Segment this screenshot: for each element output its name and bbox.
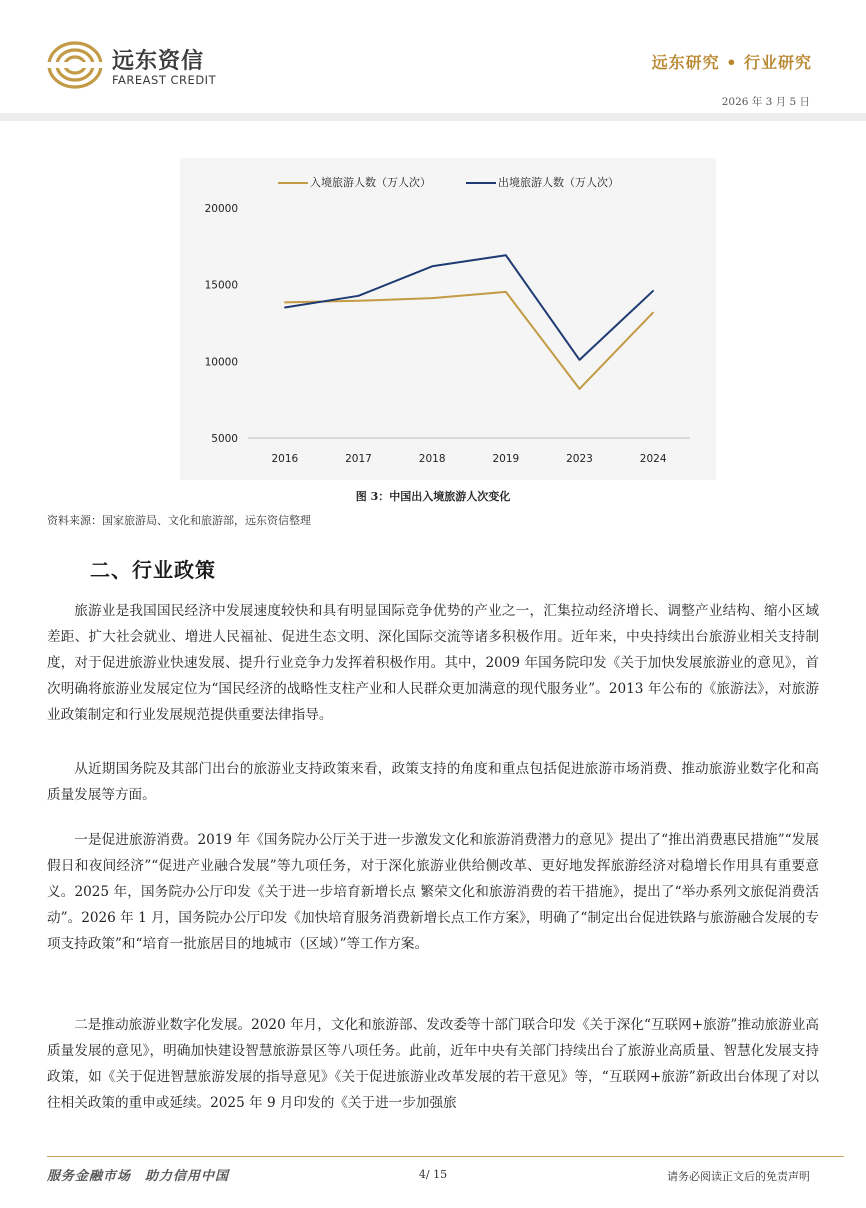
inbound-series-point — [431, 297, 433, 299]
legend-label-outbound: 出境旅游人数（万人次） — [498, 176, 619, 189]
x-tick-label: 2017 — [345, 453, 372, 465]
legend-swatch-inbound — [278, 182, 308, 184]
page-header — [0, 0, 866, 122]
footer-disclaimer: 请务必阅读正文后的免责声明 — [667, 1170, 810, 1183]
x-tick-label: 2018 — [418, 453, 446, 465]
figure-source: 资料来源：国家旅游局、文化和旅游部，远东资信整理 — [47, 514, 311, 527]
figure-caption: 图 3：中国出入境旅游人次变化 — [355, 490, 511, 503]
legend-swatch-outbound — [466, 182, 496, 184]
chart-canvas — [180, 158, 716, 480]
outbound-series-point — [431, 265, 433, 267]
report-series: 远东研究 • 行业研究 — [651, 53, 812, 72]
outbound-series-point — [579, 359, 581, 361]
report-date: 2026 年 3 月 5 日 — [721, 96, 810, 108]
x-tick-label: 2023 — [566, 453, 593, 465]
inbound-series-point — [284, 302, 286, 304]
paragraph — [47, 827, 819, 957]
paragraph-text: 从近期国务院及其部门出台的旅游业支持政策来看，政策支持的角度和重点包括促进旅游市场消费、推动旅游业数字化和高质量发展等方面。 — [47, 761, 819, 803]
outbound-series-line — [285, 255, 653, 360]
paragraph — [47, 598, 819, 728]
inbound-series-point — [579, 388, 581, 390]
inbound-series-point — [358, 300, 360, 302]
line-chart — [180, 158, 716, 480]
legend-label-inbound: 入境旅游人数（万人次） — [310, 176, 431, 189]
inbound-series-point — [505, 291, 507, 293]
outbound-series-point — [358, 295, 360, 297]
y-tick-label: 10000 — [204, 356, 238, 369]
x-tick-label: 2019 — [492, 453, 520, 465]
inbound-series-line — [285, 292, 653, 389]
inbound-series-point — [652, 312, 654, 314]
footer-divider — [47, 1156, 844, 1157]
paragraph-text: 二是推动旅游业数字化发展。2020 年月，文化和旅游部、发改委等十部门联合印发《关于深化“互联网+旅游”推动旅游业高质量发展的意见》，明确加快建设智慧旅游景区等八项任务。此前，近年中央有关部门持续出台了旅游业高质量、智慧化发展支持政策，如《关于促进智慧旅游发展的指导意见》《关于促进旅游业改革发展的若干意见》等，“互联网+旅游”新政出台体现了对以往相关政策的重申或延续。2025 年 9 月印发的《关于进一步加强旅 — [47, 1017, 819, 1111]
page-number: 4/ 15 — [418, 1168, 448, 1181]
paragraph — [47, 1012, 819, 1116]
x-tick-label: 2024 — [639, 453, 667, 465]
header-divider — [0, 113, 866, 121]
brand-name-en: FAREAST CREDIT — [112, 73, 217, 87]
paragraph — [47, 756, 819, 808]
y-tick-label: 5000 — [211, 433, 238, 445]
y-tick-label: 15000 — [204, 279, 238, 292]
outbound-series-point — [652, 290, 654, 292]
fareast-logo-icon — [47, 40, 103, 90]
footer-slogan: 服务金融市场 助力信用中国 — [47, 1169, 230, 1184]
brand-name-cn: 远东资信 — [112, 49, 205, 74]
paragraph-text: 旅游业是我国国民经济中发展速度较快和具有明显国际竞争优势的产业之一，汇集拉动经济增长、调整产业结构、缩小区域差距、扩大社会就业、增进人民福祉、促进生态文明、深化国际交流等诸多积极作用。近年来，中央持续出台旅游业相关支持制度，对于促进旅游业快速发展、提升行业竞争力发挥着积极作用。其中，2009 年国务院印发《关于加快发展旅游业的意见》，首次明确将旅游业发展定位为“国民经济的战略性支柱产业和人民群众更加满意的现代服务业”。2013 年公布的《旅游法》，对旅游业政策制定和行业发展规范提供重要法律指导。 — [47, 603, 819, 723]
outbound-series-point — [284, 307, 286, 309]
section-title: 二、行业政策 — [90, 558, 216, 582]
paragraph-text: 一是促进旅游消费。2019 年《国务院办公厅关于进一步激发文化和旅游消费潜力的意见》提出了“推出消费惠民措施”“发展假日和夜间经济”“促进产业融合发展”等九项任务，对于深化旅游业供给侧改革、更好地发挥旅游经济对稳增长作用具有重要意义。2025 年，国务院办公厅印发《关于进一步培育新增长点 繁荣文化和旅游消费的若干措施》，提出了“举办系列文旅促消费活动”。2026 年 1 月，国务院办公厅印发《加快培育服务消费新增长点工作方案》，明确了“制定出台促进铁路与旅游融合发展的专项支持政策”和“培育一批旅居目的地城市（区域）”等工作方案。 — [47, 832, 819, 952]
y-tick-label: 20000 — [204, 203, 238, 215]
x-tick-label: 2016 — [271, 453, 299, 465]
outbound-series-point — [505, 254, 507, 256]
